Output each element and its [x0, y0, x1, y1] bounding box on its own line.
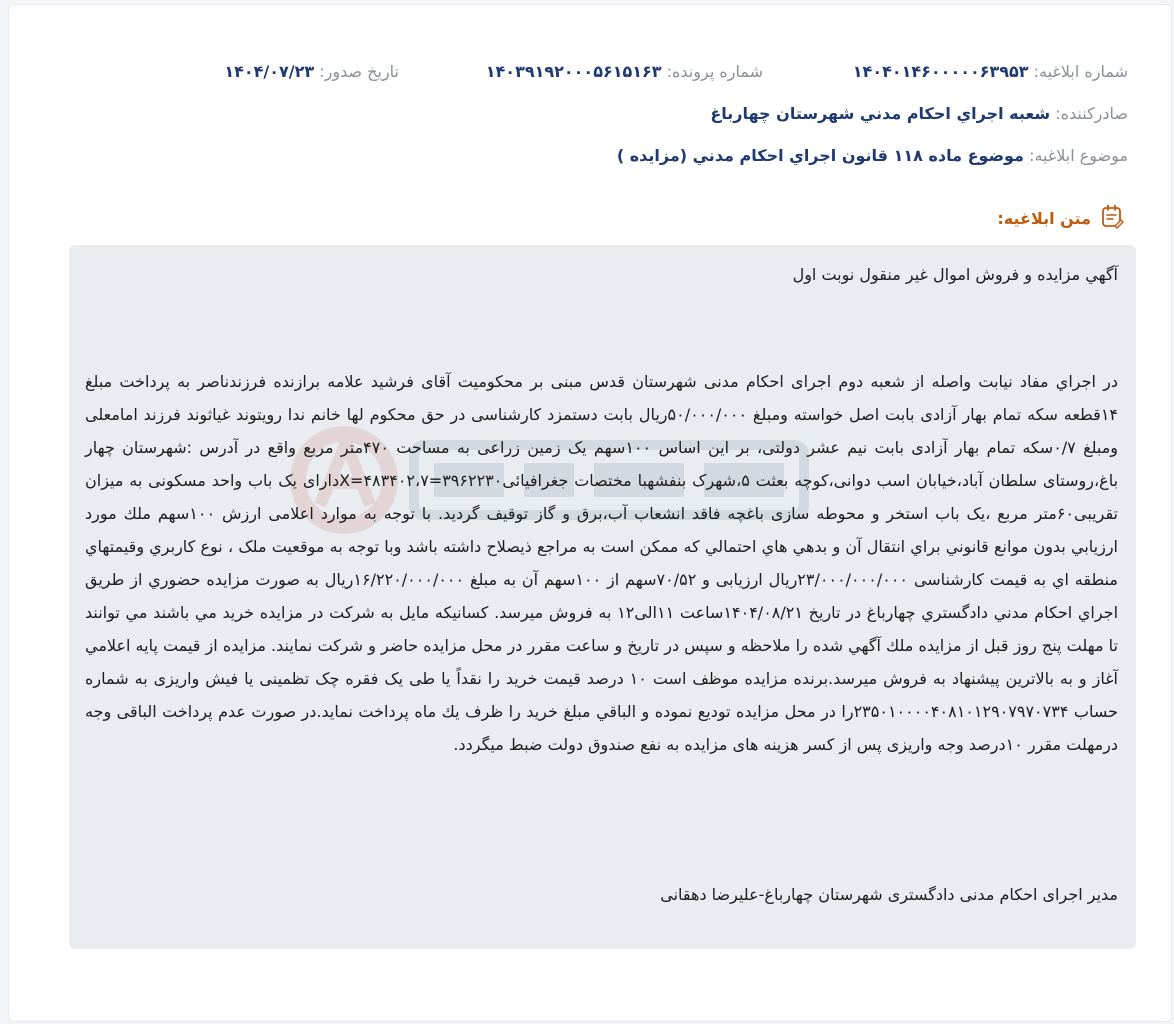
subject-label: موضوع ابلاغیه: — [1029, 146, 1128, 165]
notice-text-section-title — [997, 203, 1125, 233]
case-number-value: ۱۴۰۳۹۱۹۲۰۰۰۵۶۱۵۱۶۳ — [485, 62, 662, 81]
case-number-label: شماره پرونده: — [666, 62, 763, 81]
notice-card — [8, 4, 1172, 1022]
notice-number-row — [853, 62, 1128, 81]
case-number-row — [486, 62, 763, 81]
notice-number-label: شماره ابلاغیه: — [1033, 62, 1128, 81]
notice-signature: مدیر اجرای احکام مدنی دادگستری شهرستان چهارباغ-علیرضا دهقانی — [660, 885, 1118, 904]
subject-value: موضوع ماده ۱۱۸ قانون اجراي احكام مدني (مزايده ) — [616, 146, 1024, 165]
section-title-text: متن ابلاغیه: — [997, 208, 1091, 228]
notice-body-text: در اجراي مفاد نیابت واصله از شعبه دوم اجرای احکام مدنی شهرستان قدس مبنی بر محکومیت آقای فرشید علامه برازنده فرزندناصر به پرداخت مبلغ ۱۴قطعه سکه تمام بهار آزادی بابت اصل خواسته ومبلغ ۵۰/۰۰۰/۰۰۰ریال بابت دستمزد کارشناسی در حق محکوم لها خانم ندا رویتوند غیاثوند فرزند امامعلی ومبلغ ۰/۷سکه تمام بهار آزادی بابت نیم عشر دولتی، بر این اساس ۱۰۰سهم یک زمین زراعی به مساحت ۴۷۰متر مربع واقع در آدرس :شهرستان چهار باغ،روستای سلطان آباد،خیابان اسب دوانی،کوچه بعثت ۵،شهرک بنفشهبا مختصات جغرافیائی۳۹۶۲۲۳۰=X=۴۸۳۴۰۲،۷دارای یک باب واحد مسکونی به میزان تقریبی۶۰متر مربع ،یک باب استخر و محوطه سازی باغچه فاقد انشعاب آب،برق و گاز توقیف گردید. با توجه به موارد اعلامی ارزش ۱۰۰سهم ملك مورد ارزيابي بدون موانع قانوني براي انتقال آن و بدهي هاي احتمالي كه ممكن است به مراجع ذيصلاح داشته باشد وبا توجه به موقعيت ملک ، نوع كاربري وقيمتهاي منطقه اي به قیمت کارشناسی ۲۳/۰۰۰/۰۰۰/۰۰۰ریال ارزیابی و ۷۰/۵۲سهم از ۱۰۰سهم آن به مبلغ ۱۶/۲۲۰/۰۰۰/۰۰۰ریال به صورت مزايده حضوري از طريق اجراي احكام مدني دادگستري چهارباغ در تاريخ ۱۴۰۴/۰۸/۲۱ساعت ۱۱الی۱۲ به فروش ميرسد. كسانيكه مايل به شركت در مزايده خريد مي باشند مي توانند تا مهلت پنج روز قبل از مزايده ملك آگهي شده را ملاحظه و سپس در تاريخ و ساعت مقرر در محل مزايده حاضر و شركت نمايند. مزايده از قيمت پايه اعلامي آغاز و به بالاترين پيشنهاد به فروش ميرسد.برنده مزايده موظف است ۱۰ درصد قيمت خريد را نقداً يا طی یک فقره چک تظمینی یا فیش واریزی به شماره حساب ۲۳۵۰۱۰۰۰۰۴۰۸۱۰۱۲۹۰۷۹۷۰۷۳۴را در محل مزايده توديع نموده و الباقي مبلغ خريد را ظرف يك ماه پرداخت نمايد.در صورت عدم پرداخت الباقی وجه درمهلت مقرر ۱۰درصد وجه واریزی پس از کسر هزینه های مزایده به نفع صندوق دولت ضبط میگردد. — [85, 372, 1119, 754]
issuer-label: صادرکننده: — [1055, 104, 1128, 123]
notice-number-value: ۱۴۰۴۰۱۴۶۰۰۰۰۰۶۳۹۵۳ — [852, 62, 1029, 81]
notice-text-box — [69, 245, 1136, 949]
notice-heading: آگهي مزايده و فروش اموال غير منقول نوبت اول — [792, 265, 1118, 284]
issue-date-row — [224, 62, 399, 81]
issue-date-value: ۱۴۰۴/۰۷/۲۳ — [224, 62, 315, 81]
issuer-row — [710, 104, 1128, 123]
issue-date-label: تاریخ صدور: — [319, 62, 399, 81]
subject-row — [617, 146, 1128, 165]
issuer-value: شعبه اجراي احكام مدني شهرستان چهارباغ — [710, 104, 1051, 123]
notepad-icon — [1099, 203, 1125, 233]
